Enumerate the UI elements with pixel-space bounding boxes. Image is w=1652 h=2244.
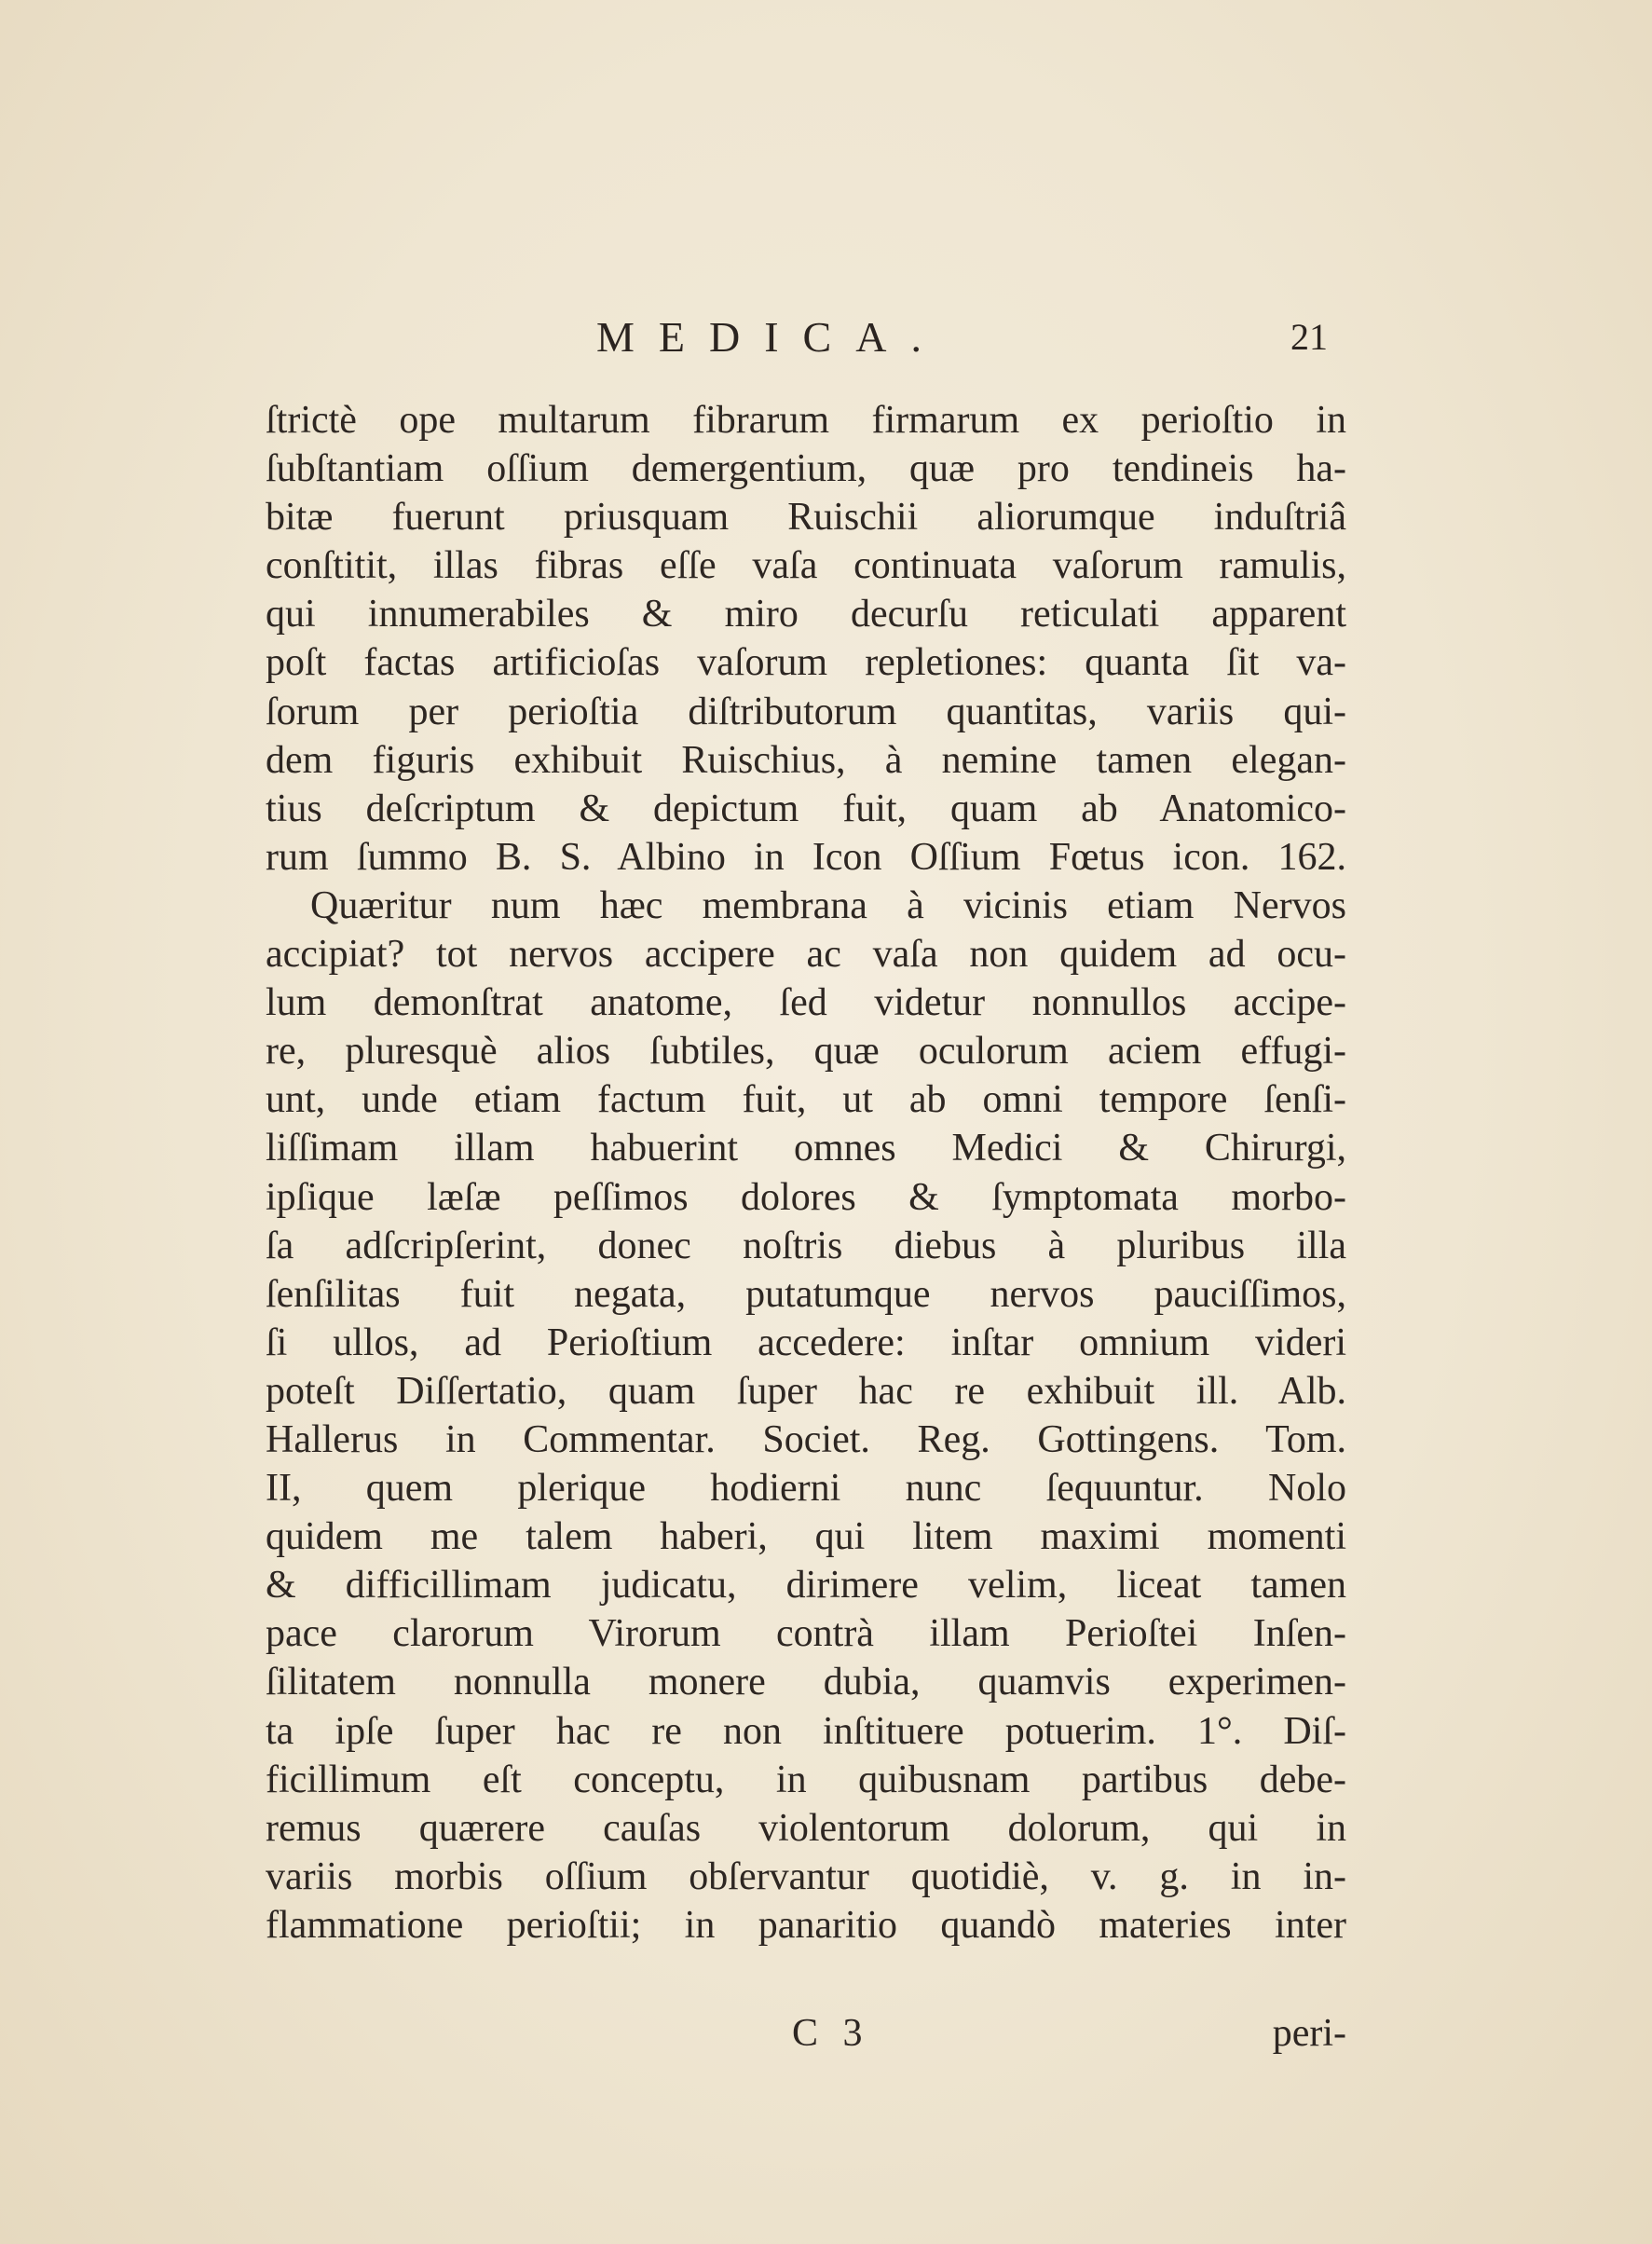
running-title: MEDICA. <box>596 313 946 361</box>
page-number: 21 <box>1290 316 1328 358</box>
text-line: ſtrictè ope multarum fibrarum firmarum ex perioſtio in <box>266 399 1346 442</box>
signature-mark: C 3 <box>792 2012 870 2055</box>
text-line: conſtitit, illas fibras eſſe vaſa continuata vaſorum ramulis, <box>266 544 1346 588</box>
text-line: re, pluresquè alios ſubtiles, quæ oculorum aciem effugi- <box>266 1030 1346 1074</box>
text-line: flammatione perioſtii; in panaritio quandò materies inter <box>266 1903 1346 1947</box>
text-line: unt, unde etiam factum fuit, ut ab omni tempore ſenſi- <box>266 1078 1346 1122</box>
text-line: liſſimam illam habuerint omnes Medici & Chirurgi, <box>266 1127 1346 1170</box>
text-line: pace clarorum Virorum contrà illam Perioſtei Inſen- <box>266 1612 1346 1656</box>
text-line: ſa adſcripſerint, donec noſtris diebus à pluribus illa <box>266 1224 1346 1267</box>
text-line: accipiat? tot nervos accipere ac vaſa non quidem ad ocu- <box>266 933 1346 977</box>
text-line: & difficillimam judicatu, dirimere velim, liceat tamen <box>266 1564 1346 1608</box>
text-line: ficillimum eſt conceptu, in quibusnam partibus debe- <box>266 1758 1346 1801</box>
text-line: II, quem plerique hodierni nunc ſequuntur. Nolo <box>266 1467 1346 1511</box>
text-line: dem figuris exhibuit Ruischius, à nemine tamen elegan- <box>266 738 1346 782</box>
text-line: poteſt Diſſertatio, quam ſuper hac re exhibuit ill. Alb. <box>266 1369 1346 1413</box>
page-footer <box>266 2011 1346 2067</box>
text-line: qui innumerabiles & miro decurſu reticulati apparent <box>266 593 1346 636</box>
text-line: remus quærere cauſas violentorum dolorum, qui in <box>266 1806 1346 1850</box>
text-line: poſt factas artificioſas vaſorum repletiones: quanta ſit va- <box>266 641 1346 685</box>
text-line: ta ipſe ſuper hac re non inſtituere potuerim. 1°. Diſ- <box>266 1709 1346 1753</box>
text-line: ipſique læſæ peſſimos dolores & ſymptomata morbo- <box>266 1175 1346 1219</box>
catchword: peri- <box>1272 2012 1346 2055</box>
text-line: Hallerus in Commentar. Societ. Reg. Gottingens. Tom. <box>266 1417 1346 1461</box>
text-line: ſilitatem nonnulla monere dubia, quamvis experimen- <box>266 1661 1346 1704</box>
body-text <box>266 396 1346 1950</box>
text-line: rum ſummo B. S. Albino in Icon Oſſium Fœtus icon. 162. <box>266 835 1346 879</box>
text-line: lum demonſtrat anatome, ſed videtur nonnullos accipe- <box>266 981 1346 1025</box>
text-line: ſorum per perioſtia diſtributorum quantitas, variis qui- <box>266 690 1346 733</box>
text-line: bitæ fuerunt priusquam Ruischii aliorumque induſtriâ <box>266 496 1346 540</box>
paragraph-start-line: Quæritur num hæc membrana à vicinis etiam Nervos <box>310 883 1346 927</box>
text-line: ſubſtantiam oſſium demergentium, quæ pro tendineis ha- <box>266 447 1346 491</box>
text-line: tius deſcriptum & depictum fuit, quam ab Anatomico- <box>266 787 1346 830</box>
text-line: ſenſilitas fuit negata, putatumque nervos pauciſſimos, <box>266 1272 1346 1316</box>
text-line: quidem me talem haberi, qui litem maximi momenti <box>266 1515 1346 1559</box>
text-line: ſi ullos, ad Perioſtium accedere: inſtar omnium videri <box>266 1320 1346 1364</box>
text-line: variis morbis oſſium obſervantur quotidiè, v. g. in in- <box>266 1854 1346 1898</box>
